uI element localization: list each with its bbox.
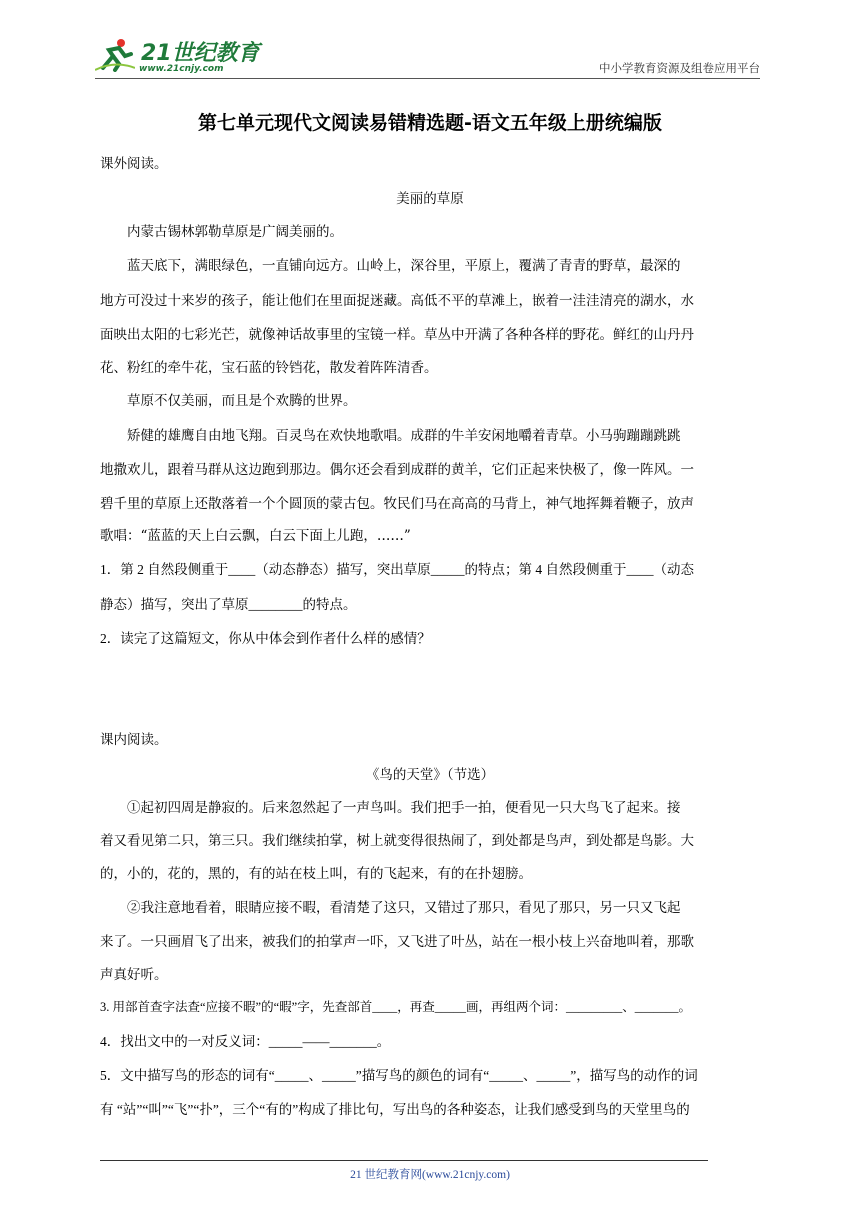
paragraph-line: 地撒欢儿，跟着马群从这边跑到那边。偶尔还会看到成群的黄羊，它们正起来快极了，像一阵风。一	[100, 462, 694, 478]
page-title: 第七单元现代文阅读易错精选题-语文五年级上册统编版	[198, 112, 662, 134]
section-heading: 课内阅读。	[100, 732, 168, 748]
header-divider	[95, 78, 760, 79]
runner-logo-icon	[95, 38, 135, 72]
paragraph-line: 地方可没过十来岁的孩子，能让他们在里面捉迷藏。高低不平的草滩上，嵌着一洼洼清亮的湖水，水	[100, 293, 694, 309]
paragraph-line: 内蒙古锡林郭勒草原是广阔美丽的。	[127, 224, 343, 240]
logo-text: 21世纪教育	[141, 41, 260, 66]
section-heading: 课外阅读。	[100, 156, 168, 172]
logo-url: www.21cnjy.com	[139, 64, 224, 74]
paragraph-line: ②我注意地看着，眼睛应接不暇，看清楚了这只，又错过了那只，看见了那只，另一只又飞起	[127, 900, 681, 916]
paragraph-line: 矫健的雄鹰自由地飞翔。百灵鸟在欢快地歌唱。成群的牛羊安闲地嚼着青草。小马驹蹦蹦跳跳	[127, 428, 681, 444]
question-line: 3. 用部首查字法查“应接不暇”的“暇”字，先查部首____，再查_____画，再组两个词：_________、_______。	[100, 1000, 691, 1014]
paragraph-line: 花、粉红的牵牛花，宝石蓝的铃铛花，散发着阵阵清香。	[100, 360, 438, 376]
paragraph-line: 的，小的，花的，黑的，有的站在枝上叫，有的飞起来，有的在扑翅膀。	[100, 866, 532, 882]
paragraph-line: 碧千里的草原上还散落着一个个圆顶的蒙古包。牧民们马在高高的马背上，神气地挥舞着鞭子，放声	[100, 496, 694, 512]
paragraph-line: 面映出太阳的七彩光芒，就像神话故事里的宝镜一样。草丛中开满了各种各样的野花。鲜红的山丹丹	[100, 327, 694, 343]
page-header	[95, 30, 760, 80]
paragraph-line: 声真好听。	[100, 967, 168, 983]
question-line: 1．第 2 自然段侧重于____（动态静态）描写，突出草原_____的特点；第 4 自然段侧重于____（动态	[100, 562, 694, 577]
paragraph-line: 蓝天底下，满眼绿色，一直铺向远方。山岭上，深谷里，平原上，覆满了青青的野草，最深的	[127, 258, 681, 274]
footer-divider	[100, 1160, 708, 1161]
paragraph-line: 草原不仅美丽，而且是个欢腾的世界。	[127, 393, 357, 409]
paragraph-line: 着又看见第二只，第三只。我们继续拍掌，树上就变得很热闹了，到处都是鸟声，到处都是鸟影。大	[100, 833, 694, 849]
logo	[95, 36, 260, 76]
page-footer: 21 世纪教育网(www.21cnjy.com)	[350, 1169, 510, 1181]
paragraph-line: 歌唱：“蓝蓝的天上白云飘，白云下面上儿跑，……”	[100, 528, 411, 544]
question-line: 5．文中描写鸟的形态的词有“_____、_____”描写鸟的颜色的词有“_____、_____”，描写鸟的动作的词	[100, 1068, 698, 1083]
paragraph-line: 来了。一只画眉飞了出来，被我们的拍掌声一吓，又飞进了叶丛，站在一根小枝上兴奋地叫着，那歌	[100, 934, 694, 950]
question-line: 4．找出文中的一对反义词：_____——_______。	[100, 1034, 391, 1049]
question-line: 2．读完了这篇短文，你从中体会到作者什么样的感情？	[100, 631, 431, 646]
passage-title: 《鸟的天堂》（节选）	[365, 767, 495, 783]
paragraph-line: ①起初四周是静寂的。后来忽然起了一声鸟叫。我们把手一拍，便看见一只大鸟飞了起来。接	[127, 800, 681, 816]
question-line: 静态）描写，突出了草原________的特点。	[100, 597, 357, 612]
platform-name: 中小学教育资源及组卷应用平台	[599, 61, 760, 75]
question-line: 有 “站”“叫”“飞”“扑”，三个“有的”构成了排比句，写出鸟的各种姿态，让我们感受到鸟的天堂里鸟的	[100, 1102, 690, 1117]
passage-title: 美丽的草原	[396, 191, 464, 207]
